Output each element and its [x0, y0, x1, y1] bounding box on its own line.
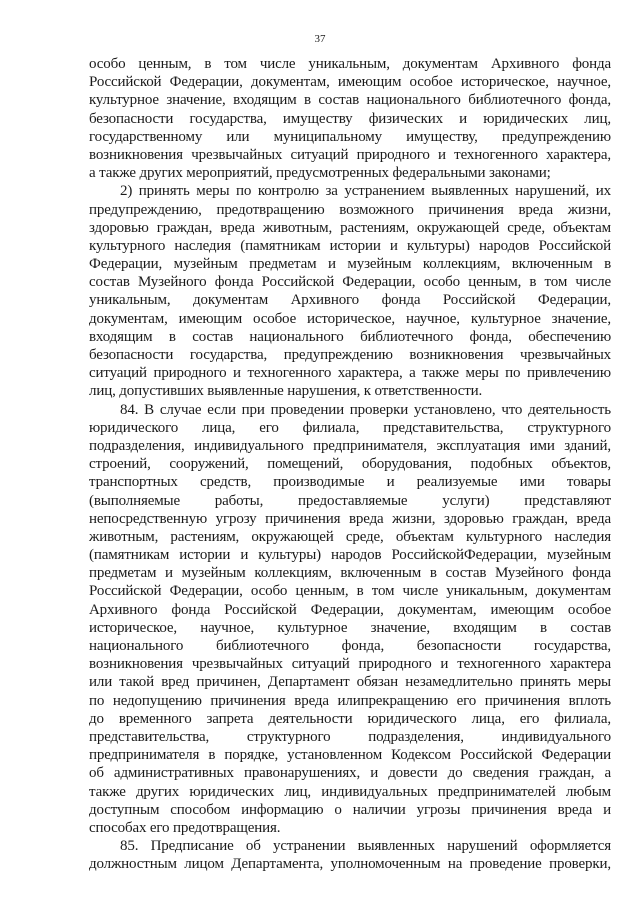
- page-number: 37: [314, 33, 326, 45]
- text-line: по недопущению причинения вреда илипрекращению его причинения вплоть: [89, 692, 611, 709]
- text-line: доступным способом информацию о наличии угрозы причинения вреда и: [89, 801, 611, 818]
- text-line: состав Музейного фонда Российской Федерации, особо ценным, в том числе: [89, 274, 611, 291]
- text-line: безопасности государства, имуществу физических и юридических лиц,: [89, 110, 611, 127]
- text-line: возникновения чрезвычайных ситуаций природного и техногенного характера,: [89, 146, 611, 163]
- text-line: национального библиотечного фонда, безопасности государства,: [89, 638, 611, 654]
- text-line: Федерации, музейным предметам и музейным коллекциям, включенным в: [89, 256, 611, 273]
- text-line: об административных правонарушениях, и довести до сведения граждан, а: [89, 765, 611, 782]
- text-line: строений, сооружений, помещений, оборудования, подобных объектов,: [89, 456, 611, 473]
- text-line: представительства, структурного подразделения, индивидуального: [89, 728, 611, 745]
- text-line: транспортных средств, производимые и реализуемые ими товары: [89, 474, 611, 491]
- text-line: а также других мероприятий, предусмотренных федеральными законами;: [89, 165, 551, 182]
- text-line: культурного наследия (памятникам истории и культуры) народов Российской: [89, 237, 611, 254]
- text-line: культурное значение, входящим в состав национального библиотечного фонда,: [89, 92, 611, 109]
- text-line: также других юридических лиц, индивидуальных предпринимателей любым: [89, 783, 611, 800]
- text-line: здоровью граждан, вреда животным, растениям, окружающей среде, объектам: [89, 219, 611, 236]
- text-line: лиц, допустивших выявленные нарушения, к ответственности.: [89, 383, 483, 400]
- text-line: историческое, научное, культурное значение, входящим в состав: [89, 619, 611, 636]
- text-line: документам, имеющим особое историческое, научное, культурное значение,: [89, 310, 611, 327]
- text-line: Российской Федерации, особо ценным, в том числе уникальным, документам: [89, 583, 611, 600]
- text-line: 85. Предписание об устранении выявленных нарушений оформляется: [120, 838, 611, 855]
- text-line: должностным лицом Департамента, уполномоченным на проведение проверки,: [89, 856, 611, 873]
- text-line: входящим в состав национального библиотечного фонда, обеспечению: [89, 328, 611, 345]
- text-line: 2) принять меры по контролю за устранением выявленных нарушений, их: [120, 183, 611, 200]
- text-line: или такой вред причинен, Департамент обязан незамедлительно принять меры: [89, 674, 611, 691]
- text-line: Архивного фонда Российской Федерации, документам, имеющим особое: [89, 601, 611, 618]
- text-line: возникновения чрезвычайных ситуаций природного и техногенного характера: [89, 656, 611, 673]
- text-line: ситуаций природного и техногенного характера, а также меры по привлечению: [89, 365, 611, 382]
- text-line: уникальным, документам Архивного фонда Российской Федерации,: [89, 292, 611, 309]
- text-line: предпринимателя в порядке, установленном Кодексом Российской Федерации: [89, 747, 611, 764]
- text-line: способах его предотвращения.: [89, 819, 281, 836]
- text-line: Российской Федерации, документам, имеющим особое историческое, научное,: [89, 74, 611, 91]
- text-line: (выполняемые работы, предоставляемые услуги) представляют: [89, 492, 611, 509]
- text-line: (памятникам истории и культуры) народов РоссийскойФедерации, музейным: [89, 547, 611, 564]
- text-line: подразделения, индивидуального предпринимателя, эксплуатация ими зданий,: [89, 437, 611, 454]
- text-line: 84. В случае если при проведении проверки установлено, что деятельность: [120, 401, 611, 418]
- text-line: безопасности государства, предупреждению возникновения чрезвычайных: [89, 347, 611, 363]
- text-line: государственному или муниципальному имуществу, предупреждению: [89, 128, 611, 145]
- body-text: [89, 55, 611, 873]
- text-line: особо ценным, в том числе уникальным, документам Архивного фонда: [89, 56, 611, 72]
- text-line: юридического лица, его филиала, представительства, структурного: [89, 419, 611, 436]
- text-line: предупреждению, предотвращению возможного причинения вреда жизни,: [89, 201, 611, 218]
- text-line: животным, растениям, окружающей среде, объектам культурного наследия: [89, 528, 611, 545]
- text-line: предметам и музейным коллекциям, включенным в состав Музейного фонда: [89, 565, 611, 582]
- text-line: до временного запрета деятельности юридического лица, его филиала,: [89, 710, 611, 727]
- text-line: непосредственную угрозу причинения вреда жизни, здоровью граждан, вреда: [89, 510, 611, 527]
